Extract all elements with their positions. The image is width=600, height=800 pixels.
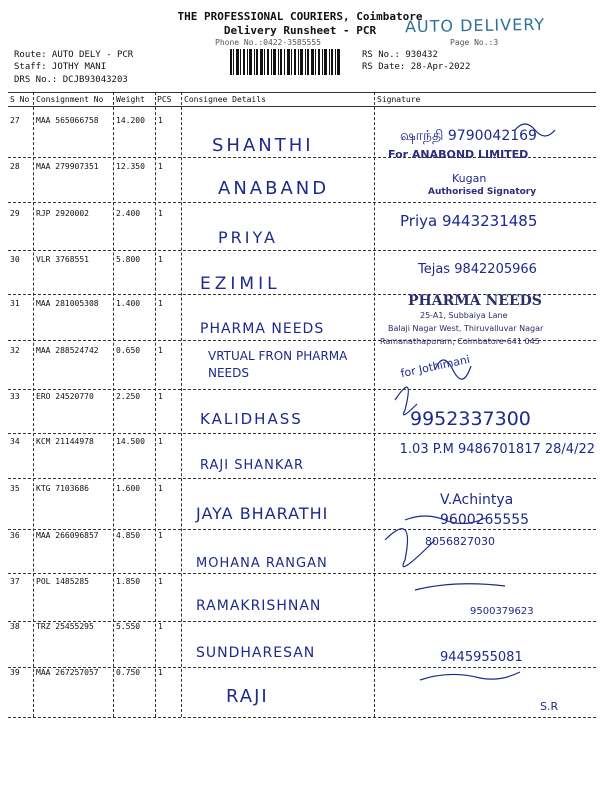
row-weight: 2.400 xyxy=(116,209,141,218)
row-pcs: 1 xyxy=(158,255,163,264)
row-weight: 4.850 xyxy=(116,531,141,540)
staff-label: Staff: JOTHY MANI xyxy=(14,62,107,72)
row-pcs: 1 xyxy=(158,346,163,355)
row-signature: Tejas 9842205966 xyxy=(418,262,537,277)
row-pcs: 1 xyxy=(158,484,163,493)
row-consignee-handwritten: KALIDHASS xyxy=(200,410,303,428)
row-consignee-handwritten: JAYA BHARATHI xyxy=(196,504,329,523)
row-signature: 9500379623 xyxy=(470,606,534,617)
row-signature: for Jothimani xyxy=(399,352,472,381)
row-consignment: POL 1485285 xyxy=(36,577,89,586)
column-divider xyxy=(155,92,156,717)
col-consignee: Consignee Details xyxy=(184,95,266,104)
row-consignment: MAA 279907351 xyxy=(36,162,99,171)
row-sno: 31 xyxy=(10,299,20,308)
pharma-needs-stamp-address: Balaji Nagar West, Thiruvalluvar Nagar xyxy=(388,324,544,333)
page-number: Page No.:3 xyxy=(450,38,499,47)
row-signature: Priya 9443231485 xyxy=(400,212,538,230)
row-signature: S.R xyxy=(540,700,559,713)
column-divider xyxy=(181,92,182,717)
row-sno: 32 xyxy=(10,346,20,355)
row-signature: 1.03 P.M 9486701817 28/4/22 xyxy=(399,442,595,457)
row-weight: 0.750 xyxy=(116,668,141,677)
row-consignee-handwritten: RAJI xyxy=(226,686,269,707)
col-signature: Signature xyxy=(377,95,421,104)
row-consignee-handwritten: EZIMIL xyxy=(200,274,281,294)
row-signature: 9445955081 xyxy=(440,650,523,665)
company-title: THE PROFESSIONAL COURIERS, Coimbatore xyxy=(177,10,423,23)
row-sno: 37 xyxy=(10,577,20,586)
row-sno: 29 xyxy=(10,209,20,218)
row-consignee-handwritten: RAMAKRISHNAN xyxy=(196,598,322,614)
row-weight: 5.550 xyxy=(116,622,141,631)
row-consignee-handwritten: RAJI SHANKAR xyxy=(200,458,305,473)
row-sno: 35 xyxy=(10,484,20,493)
row-pcs: 1 xyxy=(158,531,163,540)
row-consignment: MAA 565066758 xyxy=(36,116,99,125)
row-pcs: 1 xyxy=(158,668,163,677)
col-sno: S No xyxy=(10,95,30,104)
barcode xyxy=(230,49,340,75)
row-consignment: RJP 2920002 xyxy=(36,209,89,218)
row-consignment: MAA 281005308 xyxy=(36,299,99,308)
rs-number: RS No.: 930432 xyxy=(362,50,438,60)
row-weight: 2.250 xyxy=(116,392,141,401)
row-sno: 38 xyxy=(10,622,20,631)
row-sno: 34 xyxy=(10,437,20,446)
row-consignee-handwritten: ANABAND xyxy=(218,178,330,199)
row-weight: 1.600 xyxy=(116,484,141,493)
row-weight: 0.650 xyxy=(116,346,141,355)
pharma-needs-stamp-address: 25-A1, Subbaiya Lane xyxy=(420,311,508,320)
row-signature: 8056827030 xyxy=(425,535,495,548)
row-weight: 1.400 xyxy=(116,299,141,308)
column-divider xyxy=(113,92,114,717)
row-signature: 9952337300 xyxy=(410,408,531,430)
row-consignee-handwritten: PHARMA NEEDS xyxy=(200,321,325,337)
row-pcs: 1 xyxy=(158,437,163,446)
document-subtitle: Delivery Runsheet - PCR xyxy=(223,24,377,37)
auto-delivery-stamp: AUTO DELIVERY xyxy=(404,14,546,37)
row-sno: 28 xyxy=(10,162,20,171)
row-sno: 30 xyxy=(10,255,20,264)
row-consignment: MAA 267257057 xyxy=(36,668,99,677)
row-sno: 36 xyxy=(10,531,20,540)
row-consignee-handwritten: PRIYA xyxy=(218,228,278,247)
row-consignee-handwritten: VRTUAL FRON PHARMA NEEDS xyxy=(208,349,348,380)
row-signature: ஷாந்தி 9790042169 xyxy=(400,128,537,144)
col-pcs: PCS xyxy=(157,95,172,104)
signature-scribbles xyxy=(375,100,600,720)
row-signature: V.Achintya 9600265555 xyxy=(440,492,530,528)
row-consignee-handwritten: SHANTHI xyxy=(212,135,314,156)
row-pcs: 1 xyxy=(158,209,163,218)
column-divider xyxy=(33,92,34,717)
row-pcs: 1 xyxy=(158,392,163,401)
row-pcs: 1 xyxy=(158,299,163,308)
row-consignee-handwritten: SUNDHARESAN xyxy=(196,645,316,661)
route-label: Route: AUTO DELY - PCR xyxy=(14,50,134,60)
row-signature: Kugan xyxy=(452,172,487,185)
pharma-needs-stamp-title: PHARMA NEEDS xyxy=(408,293,542,309)
row-consignment: KTG 7103686 xyxy=(36,484,89,493)
row-weight: 1.850 xyxy=(116,577,141,586)
row-weight: 5.800 xyxy=(116,255,141,264)
row-sno: 39 xyxy=(10,668,20,677)
row-pcs: 1 xyxy=(158,162,163,171)
row-pcs: 1 xyxy=(158,577,163,586)
row-weight: 14.200 xyxy=(116,116,145,125)
row-pcs: 1 xyxy=(158,116,163,125)
authorised-signatory-stamp: Authorised Signatory xyxy=(428,187,537,197)
row-weight: 14.500 xyxy=(116,437,145,446)
anabond-company-stamp: For ANABOND LIMITED xyxy=(388,148,529,161)
col-consignment: Consignment No xyxy=(36,95,104,104)
row-sno: 27 xyxy=(10,116,20,125)
row-consignee-handwritten: MOHANA RANGAN xyxy=(196,556,328,571)
table-top-rule xyxy=(8,92,596,93)
row-pcs: 1 xyxy=(158,622,163,631)
row-consignment: VLR 3768551 xyxy=(36,255,89,264)
row-consignment: MAA 266096857 xyxy=(36,531,99,540)
phone-number: Phone No.:0422-3585555 xyxy=(215,38,321,47)
row-consignment: TRZ 25455295 xyxy=(36,622,94,631)
row-weight: 12.350 xyxy=(116,162,145,171)
row-sno: 33 xyxy=(10,392,20,401)
pharma-needs-stamp-address: Ramanathapuram, Coimbatore-641 045 xyxy=(380,337,540,346)
row-consignment: KCM 21144978 xyxy=(36,437,94,446)
rs-date: RS Date: 28-Apr-2022 xyxy=(362,62,471,72)
row-consignment: MAA 288524742 xyxy=(36,346,99,355)
drs-number: DRS No.: DCJB93043203 xyxy=(14,75,128,85)
col-weight: Weight xyxy=(116,95,145,104)
row-consignment: ERO 24520770 xyxy=(36,392,94,401)
